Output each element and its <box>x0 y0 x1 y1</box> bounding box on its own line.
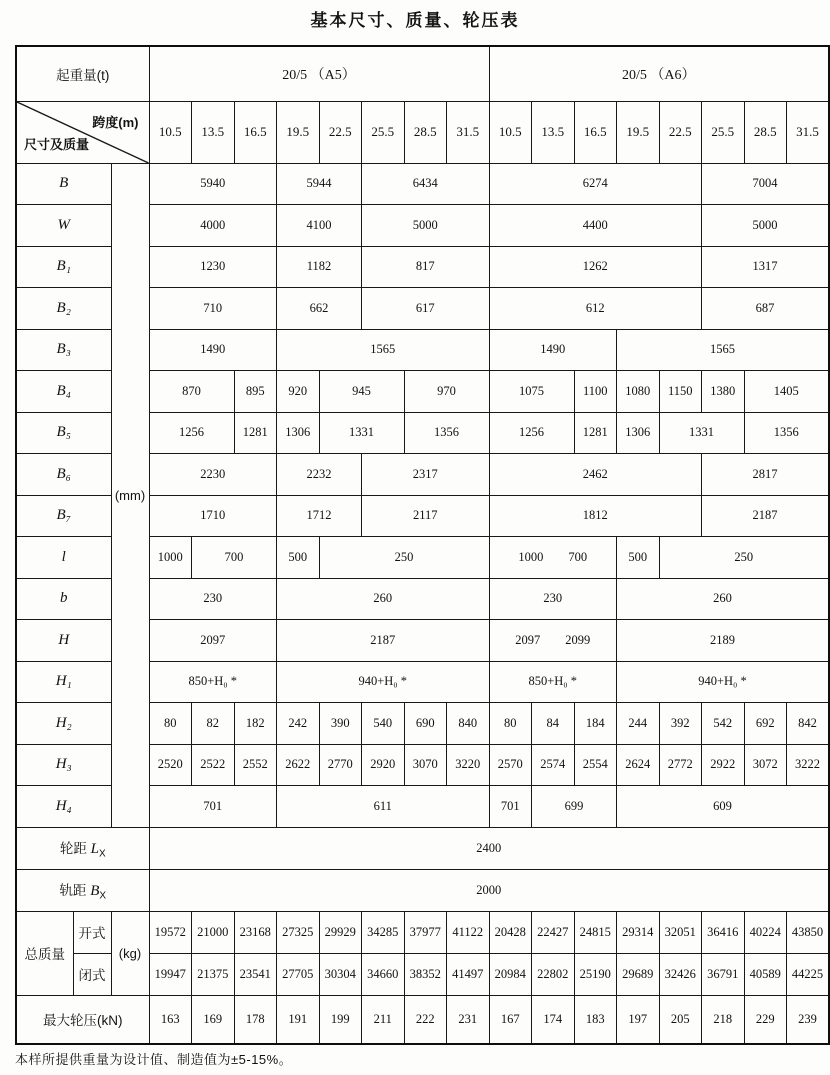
value-cell: 617 <box>362 288 490 330</box>
mass-open-value: 29929 <box>319 911 362 953</box>
span-column-header: 28.5 <box>744 101 787 163</box>
load-capacity-header: 起重量(t) <box>16 46 149 101</box>
value-cell: 242 <box>277 703 320 745</box>
wheel-pressure-value: 229 <box>744 995 787 1044</box>
mass-closed-value: 25190 <box>574 953 617 995</box>
value-cell: 842 <box>787 703 830 745</box>
wheel-pressure-value: 163 <box>149 995 192 1044</box>
value-cell: 4000 <box>149 205 277 247</box>
value-cell: 940+H₀ * <box>277 661 490 703</box>
mass-closed-value: 32426 <box>659 953 702 995</box>
value-cell: 1331 <box>319 412 404 454</box>
value-cell: 3222 <box>787 744 830 786</box>
value-cell: 1565 <box>277 329 490 371</box>
span-column-header: 19.5 <box>617 101 660 163</box>
dimension-axis-label: 尺寸及质量 <box>24 136 90 152</box>
span-column-header: 22.5 <box>319 101 362 163</box>
value-cell: 82 <box>192 703 235 745</box>
value-cell: 500 <box>277 537 320 579</box>
value-cell: 1490 <box>489 329 617 371</box>
value-cell: 230 <box>489 578 617 620</box>
mass-closed-value: 19947 <box>149 953 192 995</box>
wheel-pressure-value: 199 <box>319 995 362 1044</box>
row-label-16: H₄ <box>16 786 111 828</box>
value-cell: 940+H₀ * <box>617 661 830 703</box>
mass-closed-value: 41497 <box>447 953 490 995</box>
value-cell: 1100 <box>574 371 617 413</box>
wheel-pressure-value: 205 <box>659 995 702 1044</box>
mass-closed-value: 20984 <box>489 953 532 995</box>
mass-closed-label: 闭式 <box>73 953 111 995</box>
mass-open-value: 32051 <box>659 911 702 953</box>
total-mass-label: 总质量 <box>16 911 73 995</box>
value-cell: 7004 <box>702 163 830 205</box>
value-cell: 5940 <box>149 163 277 205</box>
value-cell: 1281 <box>574 412 617 454</box>
value-cell: 1306 <box>617 412 660 454</box>
value-cell: 244 <box>617 703 660 745</box>
row-label-14: H₂ <box>16 703 111 745</box>
value-cell: 3072 <box>744 744 787 786</box>
value-cell: 184 <box>574 703 617 745</box>
row-label-15: H₃ <box>16 744 111 786</box>
value-cell: 2570 <box>489 744 532 786</box>
value-cell: 2462 <box>489 454 702 496</box>
value-cell: 701 <box>149 786 277 828</box>
mass-open-value: 36416 <box>702 911 745 953</box>
mass-closed-value: 38352 <box>404 953 447 995</box>
value-cell: 1256 <box>489 412 574 454</box>
row-label-13: H₁ <box>16 661 111 703</box>
mass-open-value: 40224 <box>744 911 787 953</box>
wheel-pressure-value: 197 <box>617 995 660 1044</box>
wheel-pressure-value: 191 <box>277 995 320 1044</box>
value-cell: 1356 <box>744 412 829 454</box>
value-cell: 687 <box>702 288 830 330</box>
value-cell: 390 <box>319 703 362 745</box>
value-cell: 84 <box>532 703 575 745</box>
value-cell: 260 <box>617 578 830 620</box>
wheel-pressure-value: 183 <box>574 995 617 1044</box>
value-cell: 699 <box>532 786 617 828</box>
row-label-10: l <box>16 537 111 579</box>
wheel-pressure-value: 222 <box>404 995 447 1044</box>
span-column-header: 13.5 <box>532 101 575 163</box>
mass-open-value: 20428 <box>489 911 532 953</box>
value-cell: 970 <box>404 371 489 413</box>
span-column-header: 16.5 <box>574 101 617 163</box>
corner-diagonal-cell <box>16 101 149 163</box>
value-cell: 609 <box>617 786 830 828</box>
value-cell: 850+H₀ * <box>149 661 277 703</box>
value-cell: 250 <box>319 537 489 579</box>
value-cell: 230 <box>149 578 277 620</box>
unit-kg-cell: (kg) <box>111 911 149 995</box>
mass-open-value: 21000 <box>192 911 235 953</box>
value-cell: 3070 <box>404 744 447 786</box>
mass-open-value: 29314 <box>617 911 660 953</box>
value-cell: 840 <box>447 703 490 745</box>
duty-group-header-1: 20/5 （A6） <box>489 46 829 101</box>
footnote: 本样所提供重量为设计值、制造值为±5-15%。 <box>15 1052 293 1067</box>
value-cell: 700 <box>192 537 277 579</box>
value-cell: 662 <box>277 288 362 330</box>
value-cell: 80 <box>489 703 532 745</box>
value-cell: 2230 <box>149 454 277 496</box>
value-cell: 2097 <box>149 620 277 662</box>
value-cell: 1182 <box>277 246 362 288</box>
wheel-pressure-value: 174 <box>532 995 575 1044</box>
value-cell: 6434 <box>362 163 490 205</box>
value-cell: 250 <box>659 537 829 579</box>
span-column-header: 25.5 <box>362 101 405 163</box>
value-cell: 2622 <box>277 744 320 786</box>
value-cell: 2574 <box>532 744 575 786</box>
span-column-header: 31.5 <box>787 101 830 163</box>
wheel-pressure-value: 167 <box>489 995 532 1044</box>
value-cell: 2772 <box>659 744 702 786</box>
wheel-pressure-value: 218 <box>702 995 745 1044</box>
row-label-4: B₂ <box>16 288 111 330</box>
page-title: 基本尺寸、质量、轮压表 <box>310 11 520 30</box>
value-cell: 1306 <box>277 412 320 454</box>
value-cell: 1565 <box>617 329 830 371</box>
duty-group-header-0: 20/5 （A5） <box>149 46 489 101</box>
value-cell: 850+H₀ * <box>489 661 617 703</box>
value-cell: 1317 <box>702 246 830 288</box>
mass-closed-value: 40589 <box>744 953 787 995</box>
wheel-pressure-value: 178 <box>234 995 277 1044</box>
value-cell: 920 <box>277 371 320 413</box>
span-column-header: 10.5 <box>489 101 532 163</box>
mass-closed-value: 29689 <box>617 953 660 995</box>
mass-open-value: 23168 <box>234 911 277 953</box>
value-cell: 80 <box>149 703 192 745</box>
value-cell: 2552 <box>234 744 277 786</box>
value-cell: 2187 <box>702 495 830 537</box>
value-cell: 701 <box>489 786 532 828</box>
spec-table <box>15 45 830 1045</box>
mass-open-value: 24815 <box>574 911 617 953</box>
row-label-3: B₁ <box>16 246 111 288</box>
mass-open-label: 开式 <box>73 911 111 953</box>
value-cell: 2317 <box>362 454 490 496</box>
value-cell: 1712 <box>277 495 362 537</box>
value-cell: 4100 <box>277 205 362 247</box>
value-cell: 2922 <box>702 744 745 786</box>
span-column-header: 16.5 <box>234 101 277 163</box>
unit-mm-cell: (mm) <box>111 163 149 827</box>
row-label-2: W <box>16 205 111 247</box>
value-cell: 817 <box>362 246 490 288</box>
value-cell: 870 <box>149 371 234 413</box>
mass-closed-value: 21375 <box>192 953 235 995</box>
span-column-header: 22.5 <box>659 101 702 163</box>
value-cell: 895 <box>234 371 277 413</box>
value-cell: 5000 <box>362 205 490 247</box>
mass-open-value: 43850 <box>787 911 830 953</box>
value-cell: 6274 <box>489 163 702 205</box>
row-label-7: B₅ <box>16 412 111 454</box>
row-label-1: B <box>16 163 111 205</box>
value-cell: 1380 <box>702 371 745 413</box>
value-cell: 710 <box>149 288 277 330</box>
mass-open-value: 41122 <box>447 911 490 953</box>
mass-open-value: 34285 <box>362 911 405 953</box>
value-cell: 1281 <box>234 412 277 454</box>
wheel-pressure-value: 169 <box>192 995 235 1044</box>
value-cell: 1000 700 <box>489 537 617 579</box>
value-cell: 2187 <box>277 620 490 662</box>
value-cell: 392 <box>659 703 702 745</box>
gauge-label: 轨距 $B_X$ <box>16 869 149 911</box>
span-column-header: 19.5 <box>277 101 320 163</box>
value-cell: 2817 <box>702 454 830 496</box>
row-label-5: B₃ <box>16 329 111 371</box>
value-cell: 5944 <box>277 163 362 205</box>
wheel-pressure-label: 最大轮压(kN) <box>16 995 149 1044</box>
wheel-pressure-value: 239 <box>787 995 830 1044</box>
value-cell: 1331 <box>659 412 744 454</box>
value-cell: 2097 2099 <box>489 620 617 662</box>
mass-open-value: 37977 <box>404 911 447 953</box>
value-cell: 1256 <box>149 412 234 454</box>
value-cell: 1490 <box>149 329 277 371</box>
span-column-header: 13.5 <box>192 101 235 163</box>
mass-closed-value: 23541 <box>234 953 277 995</box>
row-label-6: B₄ <box>16 371 111 413</box>
value-cell: 540 <box>362 703 405 745</box>
mass-open-value: 22427 <box>532 911 575 953</box>
wheelbase-value: 2400 <box>149 827 829 869</box>
value-cell: 1812 <box>489 495 702 537</box>
value-cell: 182 <box>234 703 277 745</box>
value-cell: 500 <box>617 537 660 579</box>
value-cell: 260 <box>277 578 490 620</box>
value-cell: 2117 <box>362 495 490 537</box>
value-cell: 2920 <box>362 744 405 786</box>
value-cell: 1150 <box>659 371 702 413</box>
value-cell: 5000 <box>702 205 830 247</box>
value-cell: 3220 <box>447 744 490 786</box>
value-cell: 2522 <box>192 744 235 786</box>
value-cell: 1000 <box>149 537 192 579</box>
mass-closed-value: 22802 <box>532 953 575 995</box>
value-cell: 2770 <box>319 744 362 786</box>
gauge-value: 2000 <box>149 869 829 911</box>
mass-closed-value: 34660 <box>362 953 405 995</box>
mass-open-value: 19572 <box>149 911 192 953</box>
value-cell: 4400 <box>489 205 702 247</box>
value-cell: 1262 <box>489 246 702 288</box>
value-cell: 1075 <box>489 371 574 413</box>
value-cell: 1710 <box>149 495 277 537</box>
mass-closed-value: 36791 <box>702 953 745 995</box>
span-axis-label: 跨度(m) <box>92 114 139 130</box>
span-column-header: 28.5 <box>404 101 447 163</box>
span-column-header: 31.5 <box>447 101 490 163</box>
wheelbase-label: 轮距 $L_X$ <box>16 827 149 869</box>
value-cell: 2520 <box>149 744 192 786</box>
wheel-pressure-value: 211 <box>362 995 405 1044</box>
mass-closed-value: 44225 <box>787 953 830 995</box>
wheel-pressure-value: 231 <box>447 995 490 1044</box>
value-cell: 1356 <box>404 412 489 454</box>
value-cell: 1080 <box>617 371 660 413</box>
mass-closed-value: 30304 <box>319 953 362 995</box>
mass-closed-value: 27705 <box>277 953 320 995</box>
value-cell: 2624 <box>617 744 660 786</box>
mass-open-value: 27325 <box>277 911 320 953</box>
row-label-8: B₆ <box>16 454 111 496</box>
span-column-header: 25.5 <box>702 101 745 163</box>
span-column-header: 10.5 <box>149 101 192 163</box>
value-cell: 612 <box>489 288 702 330</box>
value-cell: 2232 <box>277 454 362 496</box>
value-cell: 611 <box>277 786 490 828</box>
value-cell: 2554 <box>574 744 617 786</box>
value-cell: 542 <box>702 703 745 745</box>
value-cell: 690 <box>404 703 447 745</box>
row-label-12: H <box>16 620 111 662</box>
value-cell: 692 <box>744 703 787 745</box>
value-cell: 1230 <box>149 246 277 288</box>
row-label-9: B₇ <box>16 495 111 537</box>
value-cell: 1405 <box>744 371 829 413</box>
row-label-11: b <box>16 578 111 620</box>
value-cell: 945 <box>319 371 404 413</box>
value-cell: 2189 <box>617 620 830 662</box>
